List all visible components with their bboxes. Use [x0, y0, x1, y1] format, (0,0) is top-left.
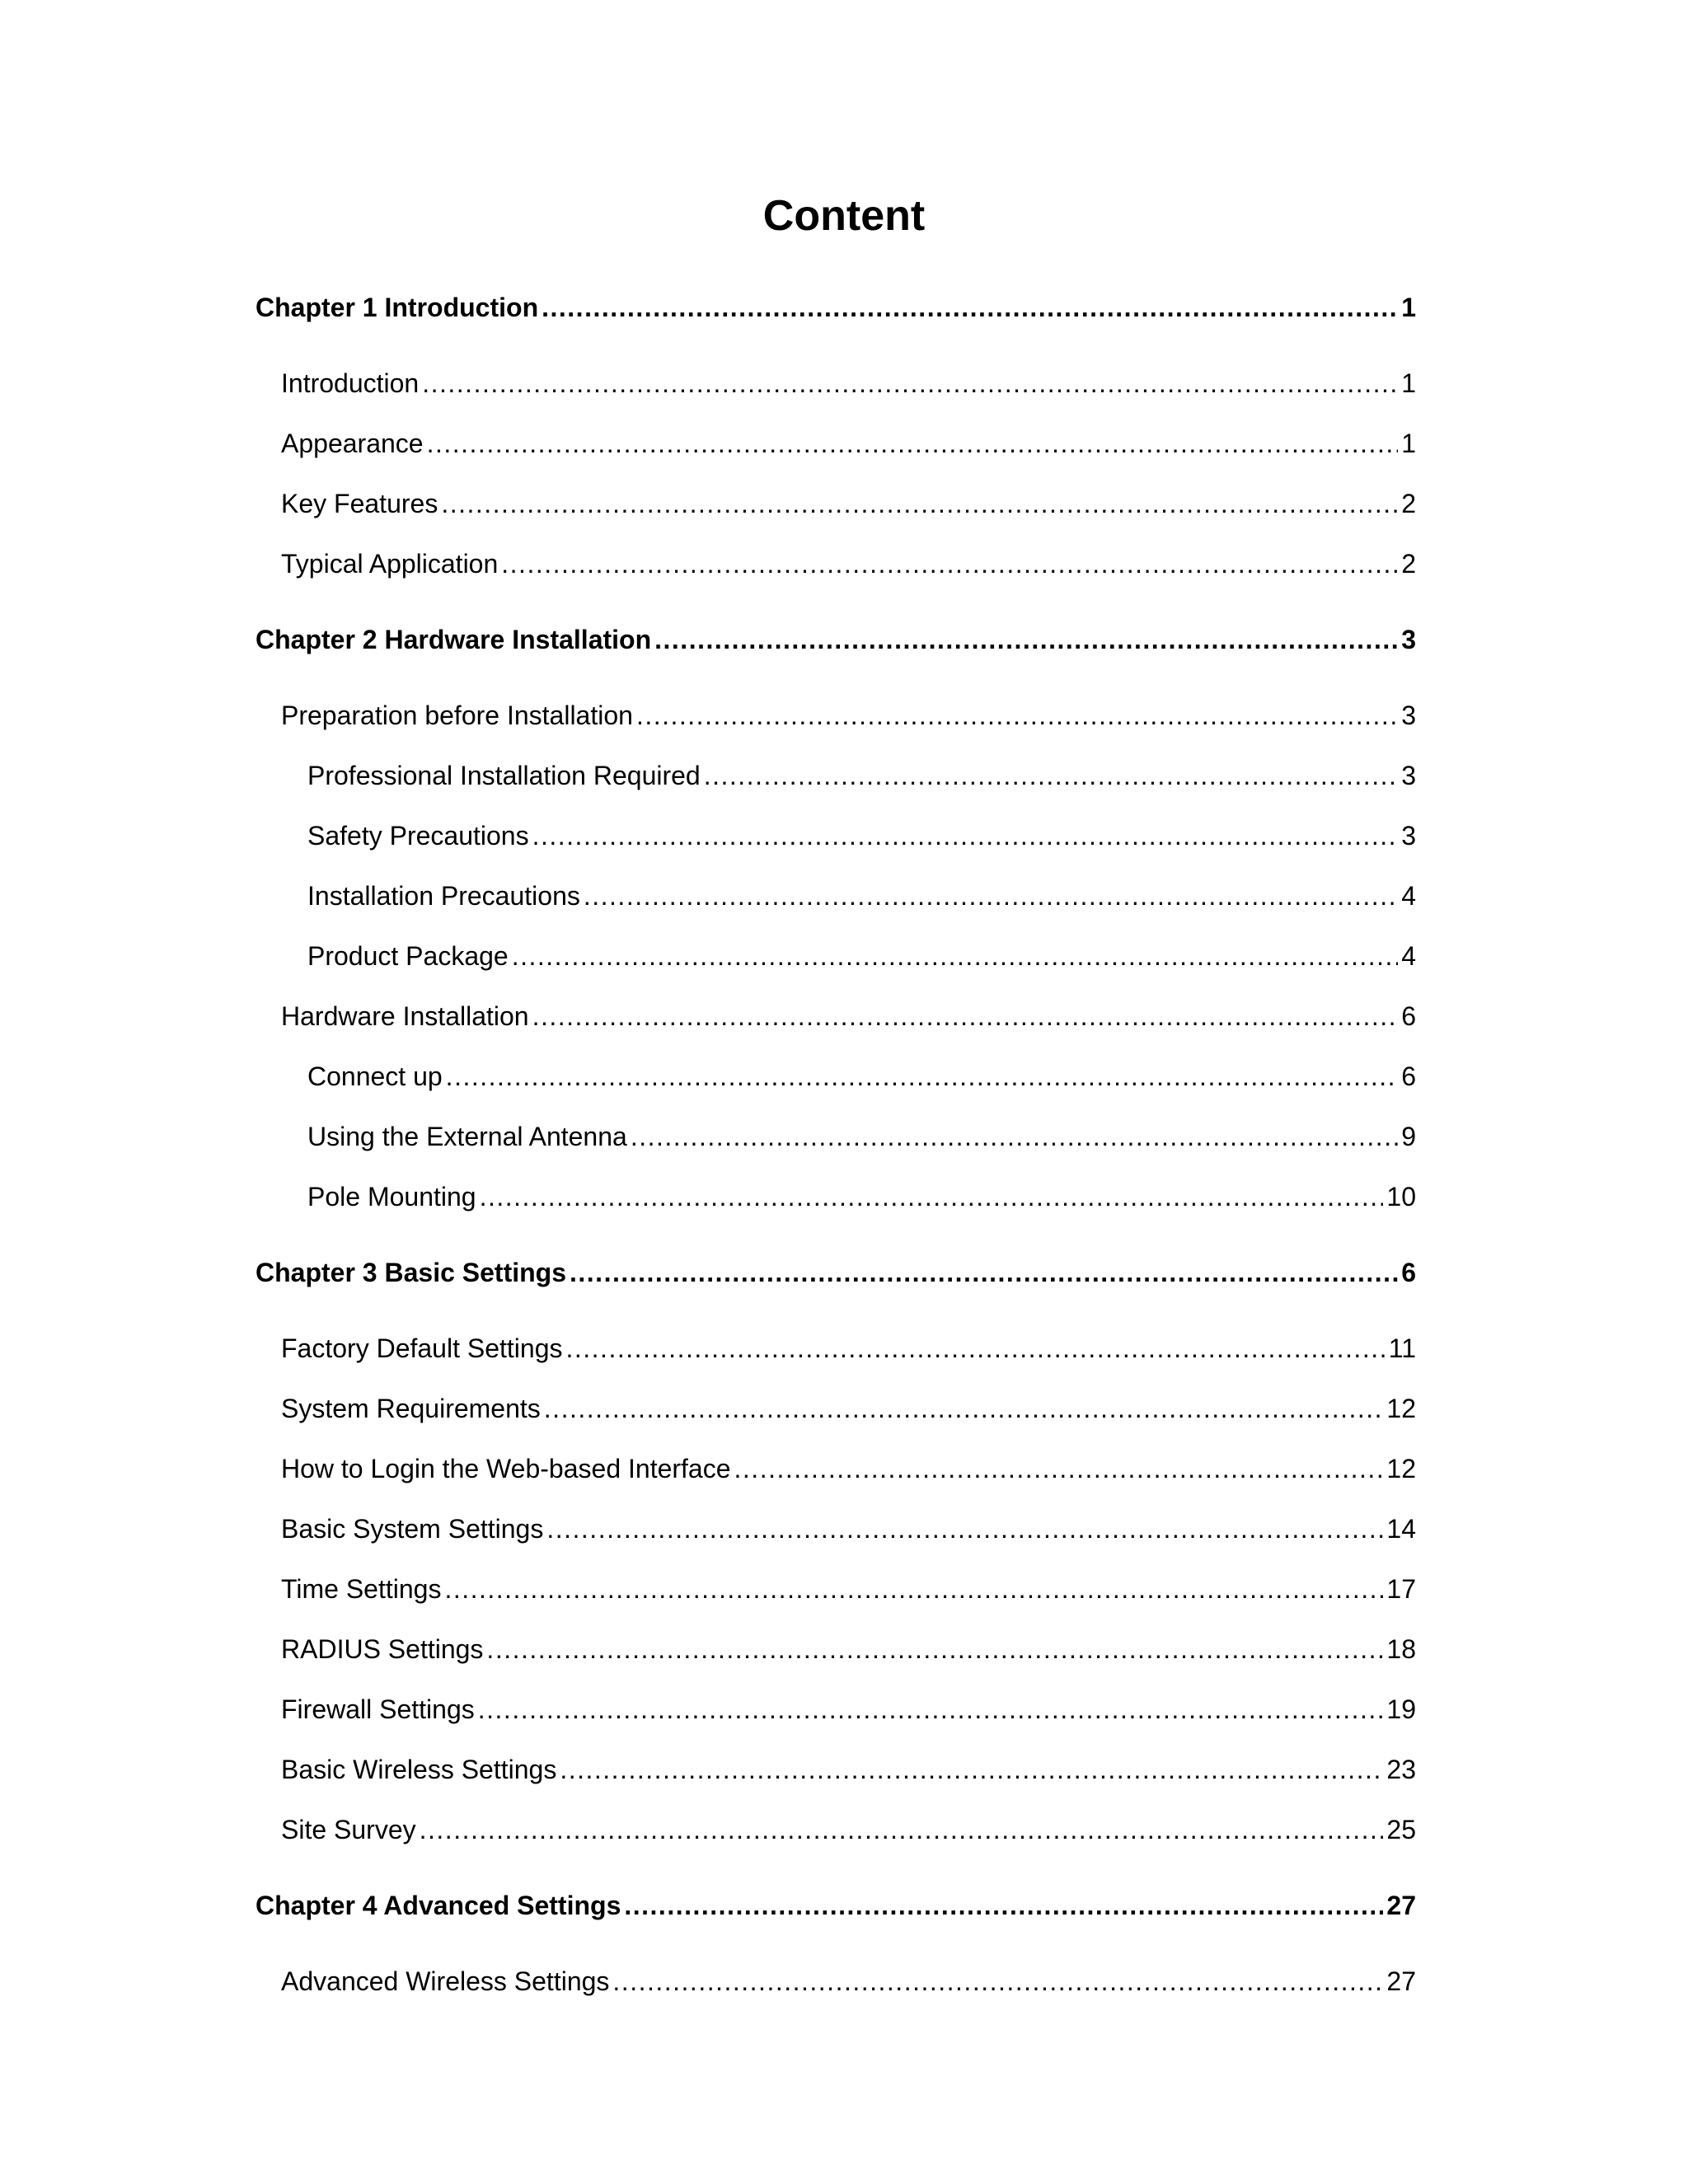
toc-entry-label: Using the External Antenna — [307, 1122, 627, 1151]
toc-entry-label: Site Survey — [281, 1815, 416, 1844]
toc-dot-leader — [480, 1177, 1384, 1216]
toc-dot-leader — [427, 424, 1399, 463]
toc-dot-leader — [544, 1389, 1384, 1428]
toc-entry-label: Appearance — [281, 429, 424, 458]
toc-entry-label: Firewall Settings — [281, 1694, 475, 1724]
toc-page-number: 9 — [1401, 1122, 1416, 1151]
toc-dot-leader — [560, 1750, 1383, 1789]
toc-subsection-entry[interactable] — [307, 1177, 1416, 1216]
toc-dot-leader — [420, 1810, 1384, 1849]
toc-dot-leader — [570, 1253, 1398, 1292]
toc-dot-leader — [486, 1629, 1383, 1669]
toc-dot-leader — [584, 876, 1398, 916]
toc-section-entry[interactable] — [281, 424, 1416, 463]
page-title: Content — [762, 192, 926, 240]
toc-dot-leader — [636, 696, 1398, 735]
toc-entry-label: Connect up — [307, 1062, 443, 1091]
toc-section-entry[interactable] — [281, 1750, 1416, 1789]
toc-page-number: 3 — [1401, 701, 1416, 730]
toc-page-number: 12 — [1386, 1394, 1416, 1423]
toc-chapter-entry[interactable] — [256, 1886, 1416, 1925]
toc-entry-label: Preparation before Installation — [281, 701, 633, 730]
toc-subsection-entry[interactable] — [307, 756, 1416, 795]
toc-page-number: 14 — [1386, 1514, 1416, 1544]
toc-page-number: 17 — [1386, 1574, 1416, 1604]
toc-entry-label: System Requirements — [281, 1394, 541, 1423]
toc-section-entry[interactable] — [281, 1810, 1416, 1849]
toc-section-entry[interactable] — [281, 363, 1416, 403]
toc-dot-leader — [444, 1569, 1383, 1609]
toc-section-entry[interactable] — [281, 1509, 1416, 1549]
toc-entry-label: Installation Precautions — [307, 881, 580, 911]
toc-entry-label: Pole Mounting — [307, 1182, 476, 1212]
toc-entry-label: Chapter 1 Introduction — [256, 293, 539, 322]
toc-entry-label: Safety Precautions — [307, 821, 529, 851]
toc-entry-label: Chapter 2 Hardware Installation — [256, 625, 652, 654]
toc-page-number: 2 — [1401, 549, 1416, 579]
toc-dot-leader — [446, 1057, 1399, 1096]
toc-page-number: 4 — [1401, 881, 1416, 911]
toc-page-number: 27 — [1386, 1891, 1416, 1920]
toc-page-number: 3 — [1401, 821, 1416, 851]
toc-subsection-entry[interactable] — [307, 1117, 1416, 1156]
toc-entry-label: RADIUS Settings — [281, 1634, 484, 1664]
toc-page-number: 27 — [1386, 1966, 1416, 1996]
toc-dot-leader — [624, 1886, 1383, 1925]
toc-dot-leader — [532, 996, 1399, 1036]
toc-page-number: 2 — [1401, 489, 1416, 518]
toc-page-number: 3 — [1401, 761, 1416, 790]
toc-section-entry[interactable] — [281, 1449, 1416, 1488]
toc-entry-label: Time Settings — [281, 1574, 442, 1604]
toc-dot-leader — [565, 1329, 1385, 1368]
toc-dot-leader — [422, 363, 1398, 403]
toc-section-entry[interactable] — [281, 1629, 1416, 1669]
toc-page-number: 6 — [1401, 1062, 1416, 1091]
toc-page-number: 11 — [1388, 1333, 1416, 1363]
toc-dot-leader — [532, 816, 1399, 855]
toc-entry-label: Basic System Settings — [281, 1514, 544, 1544]
toc-dot-leader — [478, 1690, 1384, 1729]
toc-dot-leader — [612, 1961, 1383, 2001]
toc-dot-leader — [546, 1509, 1383, 1549]
toc-section-entry[interactable] — [281, 1690, 1416, 1729]
toc-dot-leader — [512, 936, 1399, 976]
toc-section-entry[interactable] — [281, 696, 1416, 735]
toc-subsection-entry[interactable] — [307, 1057, 1416, 1096]
toc-chapter-entry[interactable] — [256, 1253, 1416, 1292]
toc-section-entry[interactable] — [281, 1961, 1416, 2001]
toc-dot-leader — [542, 288, 1398, 327]
toc-section-entry[interactable] — [281, 544, 1416, 583]
toc-page-number: 1 — [1401, 293, 1416, 322]
toc-page-number: 1 — [1401, 429, 1416, 458]
toc-page-number: 25 — [1386, 1815, 1416, 1844]
toc-page-number: 4 — [1401, 941, 1416, 971]
toc-section-entry[interactable] — [281, 484, 1416, 523]
toc-entry-label: Professional Installation Required — [307, 761, 701, 790]
toc-entry-label: Key Features — [281, 489, 438, 518]
toc-page-number: 6 — [1401, 1258, 1416, 1287]
toc-chapter-entry[interactable] — [256, 288, 1416, 327]
toc-section-entry[interactable] — [281, 1389, 1416, 1428]
toc-page-number: 1 — [1401, 368, 1416, 398]
toc-dot-leader — [734, 1449, 1384, 1488]
toc-subsection-entry[interactable] — [307, 876, 1416, 916]
toc-entry-label: How to Login the Web-based Interface — [281, 1454, 731, 1483]
toc-section-entry[interactable] — [281, 1329, 1416, 1368]
toc-page-number: 6 — [1401, 1001, 1416, 1031]
toc-page-number: 23 — [1386, 1755, 1416, 1784]
toc-entry-label: Introduction — [281, 368, 420, 398]
toc-dot-leader — [631, 1117, 1398, 1156]
toc-section-entry[interactable] — [281, 996, 1416, 1036]
toc-dot-leader — [704, 756, 1398, 795]
toc-section-entry[interactable] — [281, 1569, 1416, 1609]
toc-entry-label: Hardware Installation — [281, 1001, 529, 1031]
toc-entry-label: Typical Application — [281, 549, 499, 579]
toc-dot-leader — [501, 544, 1398, 583]
toc-dot-leader — [441, 484, 1398, 523]
toc-subsection-entry[interactable] — [307, 816, 1416, 855]
toc-dot-leader — [654, 620, 1398, 659]
toc-entry-label: Chapter 3 Basic Settings — [256, 1258, 566, 1287]
toc-entry-label: Factory Default Settings — [281, 1333, 563, 1363]
toc-page-number: 10 — [1386, 1182, 1416, 1212]
toc-entry-label: Chapter 4 Advanced Settings — [256, 1891, 621, 1920]
toc-page-number: 19 — [1386, 1694, 1416, 1724]
toc-chapter-entry[interactable] — [256, 620, 1416, 659]
toc-entry-label: Basic Wireless Settings — [281, 1755, 557, 1784]
toc-page-number: 18 — [1386, 1634, 1416, 1664]
toc-page-number: 3 — [1401, 625, 1416, 654]
toc-page-number: 12 — [1386, 1454, 1416, 1483]
toc-entry-label: Advanced Wireless Settings — [281, 1966, 610, 1996]
toc-entry-label: Product Package — [307, 941, 509, 971]
toc-subsection-entry[interactable] — [307, 936, 1416, 976]
